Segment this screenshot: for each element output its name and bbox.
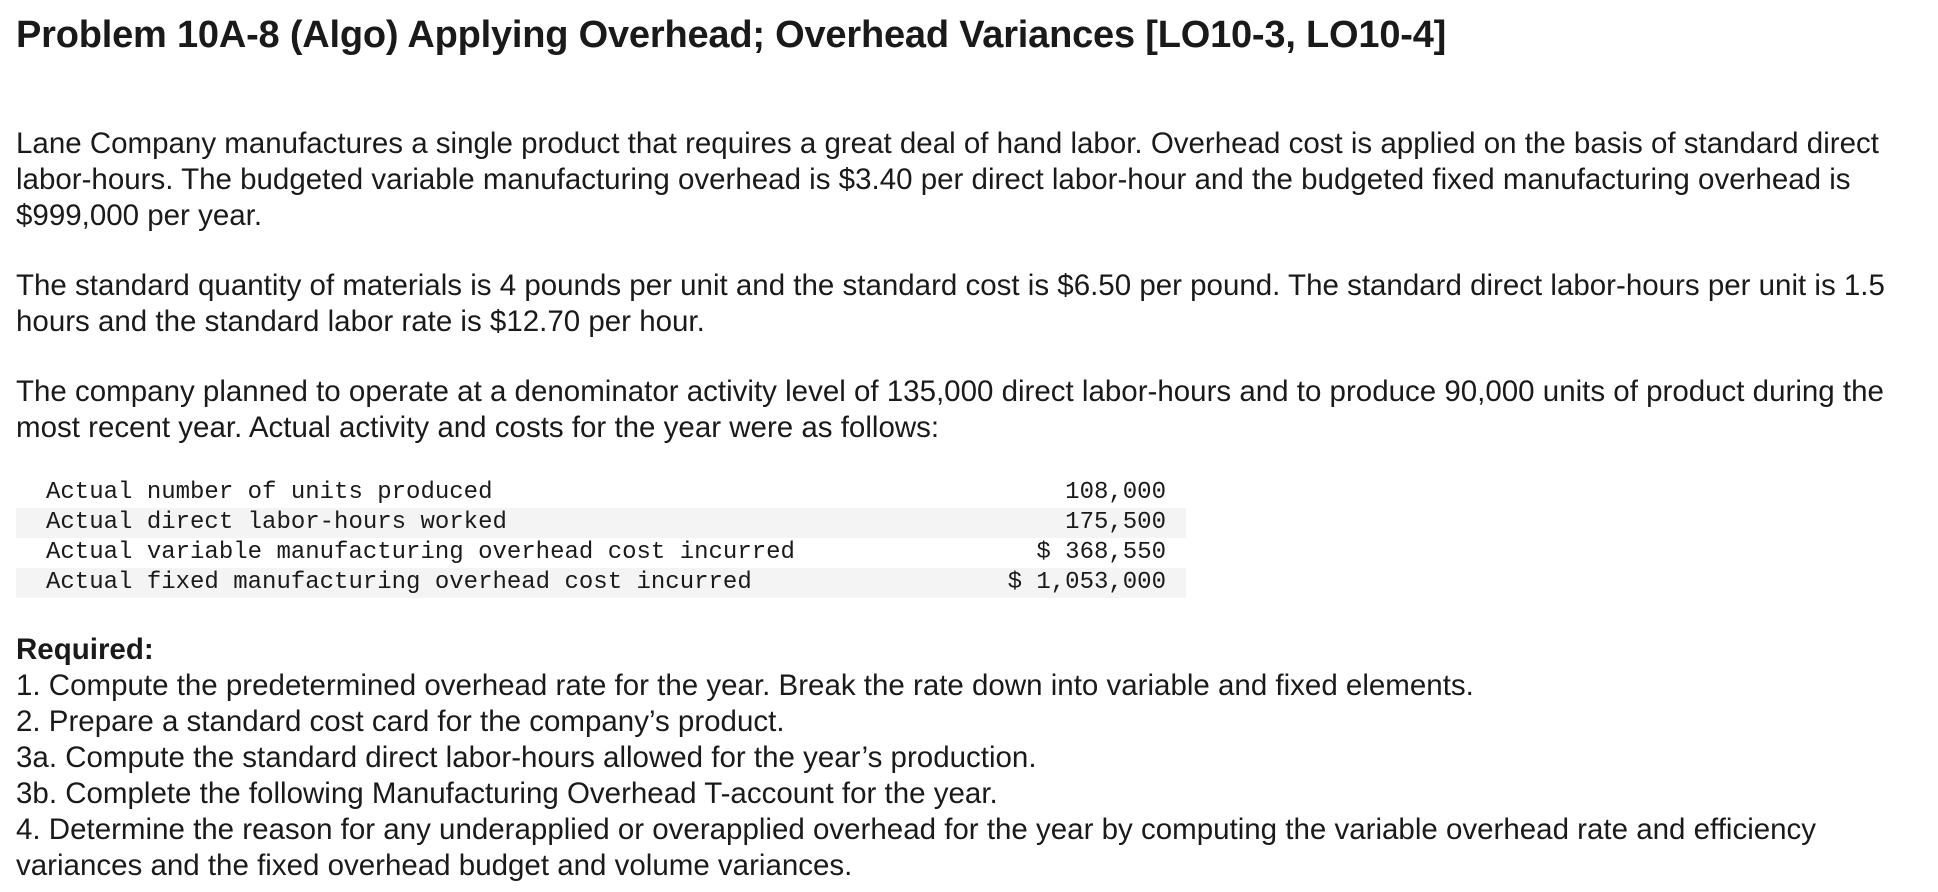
table-row [16, 568, 1186, 598]
table-row [16, 508, 1186, 538]
list-item: 1. Compute the predetermined overhead rate for the year. Break the rate down into variable and fixed elements. [16, 669, 1474, 702]
row-value: $ 368,550 [1036, 539, 1166, 566]
row-label: Actual direct labor-hours worked [16, 508, 976, 538]
table-row [16, 538, 1186, 568]
standards-paragraph: The standard quantity of materials is 4 pounds per unit and the standard cost is $6.50 per pound. The standard direct labor-hours per unit is 1.5 hours and the standard labor rate is $12.70 per hour. [16, 269, 1885, 338]
actuals-table [16, 478, 1186, 598]
row-value: $ 1,053,000 [976, 568, 1186, 598]
list-item: 4. Determine the reason for any underapplied or overapplied overhead for the year by computing the variable overhead rate and efficiency variances and the fixed overhead budget and volume variances. [16, 813, 1817, 882]
table-row [16, 478, 1186, 508]
row-label: Actual number of units produced [46, 479, 493, 506]
problem-page [16, 0, 1922, 884]
required-heading: Required: [16, 633, 154, 666]
list-item: 3a. Compute the standard direct labor-hours allowed for the year’s production. [16, 741, 1037, 774]
intro-paragraph: Lane Company manufactures a single product that requires a great deal of hand labor. Overhead cost is applied on the basis of standard direct labor-hours. The budgeted variable manufacturing overhead is $3.40 per direct labor-hour and the budgeted fixed manufacturing overhead is $999,000 per year. [16, 127, 1879, 232]
row-label: Actual variable manufacturing overhead cost incurred [46, 539, 795, 566]
activity-paragraph: The company planned to operate at a denominator activity level of 135,000 direct labor-hours and to produce 90,000 units of product during the most recent year. Actual activity and costs for the year were as follows: [16, 375, 1884, 444]
row-label: Actual fixed manufacturing overhead cost incurred [16, 568, 976, 598]
required-list [16, 668, 1922, 884]
list-item: 3b. Complete the following Manufacturing Overhead T-account for the year. [16, 777, 998, 810]
row-value: 175,500 [976, 508, 1186, 538]
list-item: 2. Prepare a standard cost card for the company’s product. [16, 705, 785, 738]
problem-title: Problem 10A-8 (Algo) Applying Overhead; Overhead Variances [LO10-3, LO10-4] [16, 14, 1447, 56]
row-value: 108,000 [1065, 479, 1166, 506]
